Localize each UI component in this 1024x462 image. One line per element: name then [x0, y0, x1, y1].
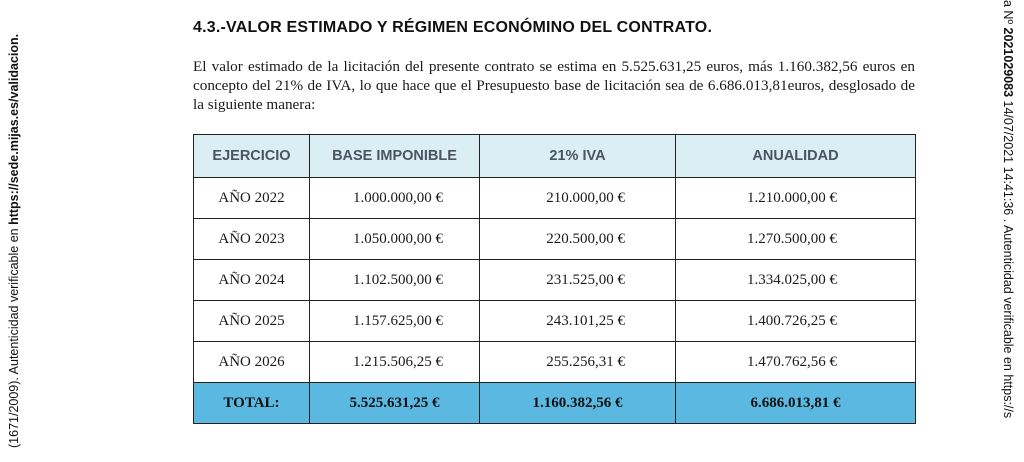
cell-anualidad: 1.400.726,25 €: [676, 301, 916, 342]
cell-iva: 255.256,31 €: [480, 342, 676, 383]
cell-base: 1.102.500,00 €: [310, 260, 480, 301]
cell-base: 1.000.000,00 €: [310, 178, 480, 219]
cell-iva: 210.000,00 €: [480, 178, 676, 219]
left-margin-prefix: (1671/2009). Autenticidad verificable en: [7, 228, 21, 448]
left-margin-verification: [0, 0, 28, 462]
cell-iva: 231.525,00 €: [480, 260, 676, 301]
header-base-imponible: BASE IMPONIBLE: [310, 135, 480, 178]
table-row: [194, 178, 916, 219]
cell-year: AÑO 2024: [194, 260, 310, 301]
total-iva: 1.160.382,56 €: [480, 383, 676, 424]
document-number: 2021029083: [1001, 27, 1015, 98]
header-anualidad: ANUALIDAD: [676, 135, 916, 178]
cell-iva: 243.101,25 €: [480, 301, 676, 342]
table-header-row: [194, 135, 916, 178]
cell-year: AÑO 2022: [194, 178, 310, 219]
cell-anualidad: 1.334.025,00 €: [676, 260, 916, 301]
total-base: 5.525.631,25 €: [310, 383, 480, 424]
right-margin-prefix: a Nº: [1001, 0, 1015, 25]
right-margin-verification: [990, 0, 1024, 462]
table-row: [194, 342, 916, 383]
table-total-row: [194, 383, 916, 424]
verification-url[interactable]: https://sede.mijas.es/validacion.: [7, 33, 21, 225]
budget-table: [193, 134, 916, 424]
left-margin-text: [7, 0, 21, 448]
table-row: [194, 260, 916, 301]
right-margin-suffix: 14/07/2021 14:41:36 . Autenticidad verificable en https://s: [1001, 100, 1015, 419]
cell-base: 1.215.506,25 €: [310, 342, 480, 383]
cell-anualidad: 1.470.762,56 €: [676, 342, 916, 383]
cell-base: 1.157.625,00 €: [310, 301, 480, 342]
intro-paragraph: El valor estimado de la licitación del presente contrato se estima en 5.525.631,25 euros, más 1.160.382,56 euros en concepto del 21% de IVA, lo que hace que el Presupuesto base de licitación sea de 6.686.013,81euros, desglosado de la siguiente manera:: [193, 58, 915, 113]
header-iva: 21% IVA: [480, 135, 676, 178]
cell-year: AÑO 2026: [194, 342, 310, 383]
right-margin-text: [1001, 0, 1015, 418]
table-row: [194, 219, 916, 260]
cell-year: AÑO 2025: [194, 301, 310, 342]
cell-base: 1.050.000,00 €: [310, 219, 480, 260]
table-row: [194, 301, 916, 342]
cell-year: AÑO 2023: [194, 219, 310, 260]
section-heading: 4.3.-VALOR ESTIMADO Y RÉGIMEN ECONÓMINO DEL CONTRATO.: [193, 19, 713, 36]
total-label: TOTAL:: [194, 383, 310, 424]
cell-anualidad: 1.210.000,00 €: [676, 178, 916, 219]
cell-iva: 220.500,00 €: [480, 219, 676, 260]
total-anualidad: 6.686.013,81 €: [676, 383, 916, 424]
header-ejercicio: EJERCICIO: [194, 135, 310, 178]
cell-anualidad: 1.270.500,00 €: [676, 219, 916, 260]
